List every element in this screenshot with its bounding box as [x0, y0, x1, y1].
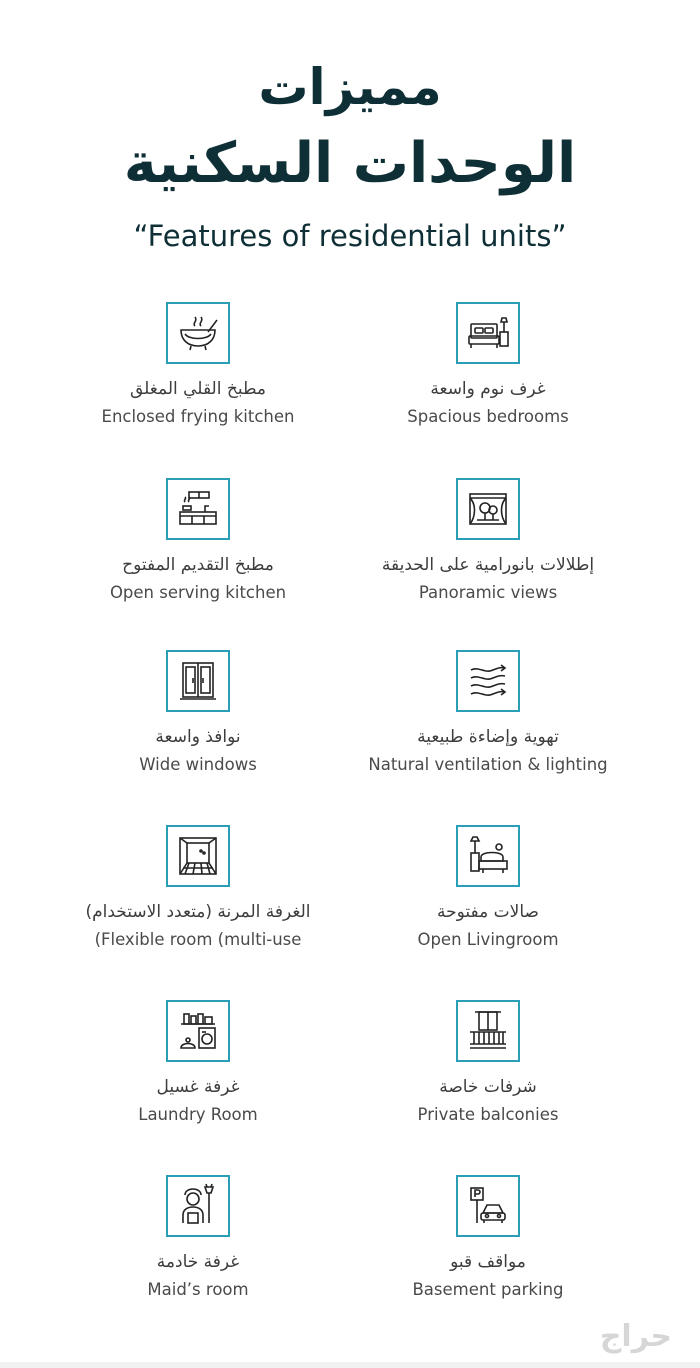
- panoramic-window-icon: [456, 478, 520, 540]
- feature-label-ar: مطبخ القلي المغلق: [130, 379, 266, 399]
- feature-label-en: (Flexible room (multi-use: [94, 930, 302, 949]
- feature-label-en: Basement parking: [412, 1280, 564, 1299]
- watermark-logo: حراج: [599, 1319, 672, 1354]
- sofa-lamp-icon: [456, 825, 520, 887]
- washing-machine-icon: [166, 1000, 230, 1062]
- feature-label-en: Enclosed frying kitchen: [101, 407, 295, 426]
- feature-label-en: Private balconies: [417, 1105, 559, 1124]
- feature-open-livingroom: [318, 825, 658, 953]
- feature-label-ar: مواقف قبو: [450, 1252, 526, 1272]
- feature-natural-ventilation: [318, 650, 658, 778]
- feature-label-ar: صالات مفتوحة: [437, 902, 539, 922]
- feature-label-ar: مطبخ التقديم المفتوح: [122, 555, 274, 575]
- cooking-pot-icon: [166, 302, 230, 364]
- bottom-divider: [0, 1362, 700, 1368]
- feature-label-ar: الغرفة المرنة (متعدد الاستخدام): [85, 902, 311, 922]
- wind-icon: [456, 650, 520, 712]
- feature-label-ar: شرفات خاصة: [439, 1077, 537, 1097]
- feature-label-en: Open serving kitchen: [109, 583, 287, 602]
- feature-label-en: Wide windows: [139, 755, 257, 774]
- parking-car-icon: [456, 1175, 520, 1237]
- feature-label-ar: غرف نوم واسعة: [430, 379, 546, 399]
- feature-label-en: Panoramic views: [418, 583, 558, 602]
- feature-label-en: Natural ventilation & lighting: [368, 755, 608, 774]
- feature-label-ar: نوافذ واسعة: [155, 727, 241, 747]
- feature-label-en: Laundry Room: [138, 1105, 258, 1124]
- maid-icon: [166, 1175, 230, 1237]
- title-arabic-line-2: الوحدات السكنية: [123, 131, 577, 196]
- feature-label-ar: غرفة خادمة: [156, 1252, 240, 1272]
- bed-icon: [456, 302, 520, 364]
- feature-enclosed-frying-kitchen: [28, 302, 368, 430]
- title-arabic-line-1: مميزات: [258, 58, 442, 116]
- balcony-icon: [456, 1000, 520, 1062]
- feature-label-en: Spacious bedrooms: [407, 407, 569, 426]
- kitchen-cabinet-icon: [166, 478, 230, 540]
- feature-basement-parking: [318, 1175, 658, 1303]
- feature-label-en: Open Livingroom: [417, 930, 559, 949]
- feature-flexible-room: [28, 825, 368, 953]
- feature-label-ar: غرفة غسيل: [156, 1077, 240, 1097]
- feature-label-en: Maid’s room: [147, 1280, 249, 1299]
- window-icon: [166, 650, 230, 712]
- feature-laundry-room: [28, 1000, 368, 1128]
- feature-private-balconies: [318, 1000, 658, 1128]
- feature-spacious-bedrooms: [318, 302, 658, 430]
- feature-panoramic-views: [318, 478, 658, 606]
- feature-maids-room: [28, 1175, 368, 1303]
- title-english: “Features of residential units”: [133, 219, 567, 253]
- features-grid: [0, 302, 700, 1332]
- feature-wide-windows: [28, 650, 368, 778]
- feature-open-serving-kitchen: [28, 478, 368, 606]
- room-icon: [166, 825, 230, 887]
- feature-label-ar: إطلالات بانورامية على الحديقة: [381, 555, 595, 575]
- feature-label-ar: تهوية وإضاءة طبيعية: [417, 727, 559, 747]
